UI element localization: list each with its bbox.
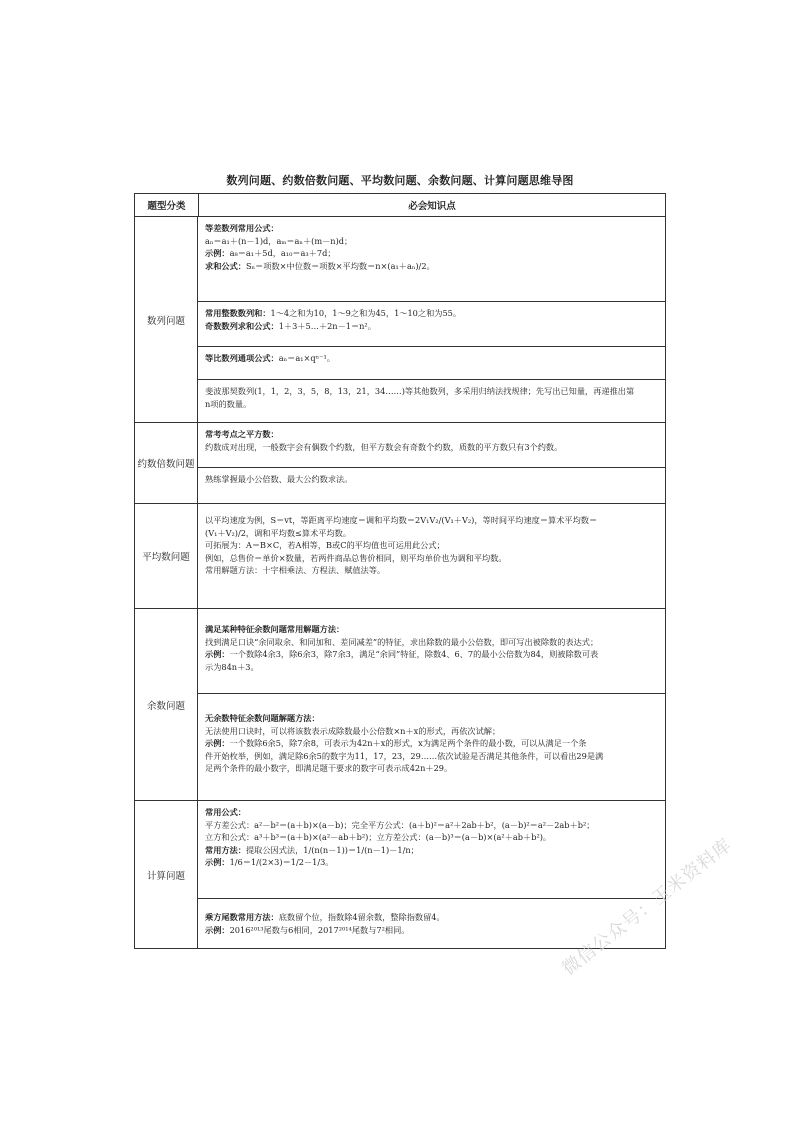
- section-sequence: [135, 217, 665, 423]
- line-text: 例如，总售价＝单价×数量，若两件商品总售价相同，则平均单价也为调和平均数。: [205, 552, 507, 563]
- line-text: 1～4之和为10，1～9之和为45，1～10之和为55。: [270, 308, 462, 318]
- line-text: 一个数除4余3，除6余3，除7余3，满足“余同”特征，除数4、6、7的最小公倍数为84，则被除数可表: [229, 649, 599, 659]
- mind-map-table: [134, 193, 666, 949]
- knowledge-line: [205, 712, 658, 725]
- line-text: aₙ＝a₁×qⁿ⁻¹。: [278, 353, 335, 363]
- knowledge-block: [198, 347, 665, 380]
- line-text: n项的数量。: [205, 398, 252, 409]
- line-text: 立方和公式：a³＋b³＝(a＋b)×(a²－ab＋b²)；立方差公式：(a－b)³＝(a－b)×(a²＋ab＋b²)。: [205, 832, 552, 842]
- knowledge-line: [205, 398, 658, 411]
- knowledge-line: [205, 623, 658, 636]
- knowledge-line: [205, 725, 658, 738]
- knowledge-block: [198, 302, 665, 347]
- line-text: a₈＝a₁＋5d，a₁₀＝a₃＋7d；: [229, 248, 336, 258]
- line-label: 常用公式：: [205, 807, 246, 817]
- category-cell: 平均数问题: [135, 504, 198, 608]
- line-text: 熟练掌握最小公倍数、最大公约数求法。: [205, 474, 353, 484]
- line-label: 示例：: [205, 857, 230, 867]
- knowledge-line: [205, 247, 658, 260]
- line-text: 一个数除6余5，除7余8，可表示为42n＋x的形式，x为满足两个条件的最小数，可以从满足一个条: [229, 738, 587, 748]
- knowledge-line: [205, 856, 658, 869]
- knowledge-line: [205, 441, 658, 454]
- line-text: 提取公因式法，1/(n(n－1))＝1/(n－1)－1/n；: [245, 844, 419, 855]
- line-label: 满足某种特征余数问题常用解题方法：: [205, 624, 345, 634]
- knowledge-line: [205, 473, 658, 486]
- line-text: 约数成对出现，一般数字会有偶数个约数，但平方数会有奇数个约数，质数的平方数只有3个约数。: [205, 441, 563, 452]
- knowledge-line: [205, 636, 658, 649]
- knowledge-line: [205, 762, 658, 775]
- knowledge-line: [205, 750, 658, 763]
- line-text: 平方差公式：a²－b²＝(a＋b)×(a－b)；完全平方公式：(a＋b)²＝a²＋2ab＋b²，(a－b)²＝a²－2ab＋b²；: [205, 819, 595, 830]
- category-cell: 数列问题: [135, 217, 198, 422]
- category-cell: 计算问题: [135, 801, 198, 948]
- line-label: 等比数列通项公式：: [205, 353, 279, 363]
- knowledge-line: [205, 235, 658, 248]
- knowledge-line: [205, 428, 658, 441]
- knowledge-line: [205, 352, 658, 365]
- line-text: 1＋3＋5…＋2n－1＝n²。: [278, 320, 376, 331]
- line-text: 斐波那契数列(1，1，2，3，5，8，13，21，34……)等其他数列，多采用归纳法找规律；先写出已知量，再递推出第: [205, 386, 635, 396]
- knowledge-line: [205, 552, 658, 565]
- category-cell: 约数倍数问题: [135, 423, 198, 503]
- line-label: 常用方法：: [205, 844, 246, 855]
- knowledge-line: [205, 307, 658, 320]
- knowledge-line: [205, 911, 658, 924]
- line-text: 底数留个位，指数除4留余数，整除指数留4。: [278, 912, 445, 922]
- knowledge-line: [205, 806, 658, 819]
- knowledge-block: [198, 380, 665, 422]
- knowledge-block: [198, 423, 665, 468]
- knowledge-line: [205, 564, 658, 577]
- knowledge-block: [198, 694, 665, 800]
- section-calculation: [135, 801, 665, 948]
- knowledge-line: [205, 648, 658, 661]
- line-label: 示例：: [205, 924, 230, 935]
- knowledge-line: [205, 819, 658, 832]
- knowledge-line: [205, 737, 658, 750]
- line-text: 足两个条件的最小数字，即满足题干要求的数字可表示成42n＋29。: [205, 763, 453, 773]
- page-title: 数列问题、约数倍数问题、平均数问题、余数问题、计算问题思维导图: [226, 174, 574, 187]
- line-label: 常考考点之平方数：: [205, 429, 279, 439]
- line-label: 示例：: [205, 649, 230, 659]
- header-knowledge: 必会知识点: [408, 201, 456, 212]
- table-header: [135, 194, 665, 217]
- line-text: 示为84n＋3。: [205, 661, 259, 672]
- knowledge-line: [205, 385, 658, 398]
- line-label: 示例：: [205, 248, 230, 258]
- knowledge-line: [205, 222, 658, 235]
- line-text: 2016²⁰¹³尾数与6相同，2017²⁰¹⁴尾数与7²相同。: [229, 924, 410, 935]
- knowledge-line: [205, 260, 658, 273]
- knowledge-line: [205, 514, 658, 527]
- line-text: 找到满足口诀“余同取余、和同加和、差同减差”的特征，求出除数的最小公倍数，即可写出被除数的表达式；: [205, 636, 599, 647]
- section-average: [135, 504, 665, 609]
- line-text: 件开始枚举，例如，满足除6余5的数字为11，17，23，29……依次试验是否满足其他条件，可以看出29是满: [205, 750, 604, 761]
- line-text: 可拓展为：A＝B×C，若A相等，B或C的平均值也可运用此公式；: [205, 540, 445, 550]
- knowledge-block: [198, 609, 665, 694]
- line-label: 求和公式：: [205, 260, 246, 271]
- knowledge-line: [205, 661, 658, 674]
- line-text: 无法使用口诀时，可以将该数表示成除数最小公倍数×n＋x的形式，再依次试解；: [205, 725, 501, 736]
- line-label: 等差数列常用公式：: [205, 223, 279, 233]
- line-label: 无余数特征余数问题解题方法：: [205, 713, 320, 723]
- header-category: 题型分类: [135, 194, 199, 216]
- knowledge-block: [198, 504, 665, 608]
- line-text: 常用解题方法：十字相乘法、方程法、赋值法等。: [205, 565, 386, 575]
- section-divisor-multiple: [135, 423, 665, 504]
- line-label: 奇数数列求和公式：: [205, 320, 279, 331]
- line-text: Sₙ＝项数×中位数＝项数×平均数＝n×(a₁＋aₙ)/2。: [245, 260, 435, 271]
- knowledge-block: [198, 217, 665, 302]
- line-label: 常用整数数列和：: [205, 308, 271, 318]
- knowledge-line: [205, 844, 658, 857]
- line-label: 示例：: [205, 738, 230, 748]
- line-text: aₙ＝a₁＋(n－1)d，aₘ＝aₙ＋(m－n)d；: [205, 235, 353, 246]
- knowledge-line: [205, 539, 658, 552]
- watermark: 微信公众号：玉米资料库: [558, 834, 737, 980]
- knowledge-block: [198, 801, 665, 899]
- section-remainder: [135, 609, 665, 801]
- line-text: 以平均速度为例，S＝vt，等距离平均速度＝调和平均数＝2V₁V₂/(V₁＋V₂)，等时间平均速度＝算术平均数＝: [205, 515, 598, 525]
- line-text: (V₁＋V₂)/2，调和平均数≤算术平均数。: [205, 527, 352, 538]
- knowledge-line: [205, 831, 658, 844]
- line-label: 乘方尾数常用方法：: [205, 912, 279, 922]
- line-text: 1/6＝1/(2×3)＝1/2－1/3。: [229, 857, 334, 867]
- category-cell: 余数问题: [135, 609, 198, 800]
- knowledge-line: [205, 527, 658, 540]
- knowledge-line: [205, 320, 658, 333]
- knowledge-block: [198, 468, 665, 503]
